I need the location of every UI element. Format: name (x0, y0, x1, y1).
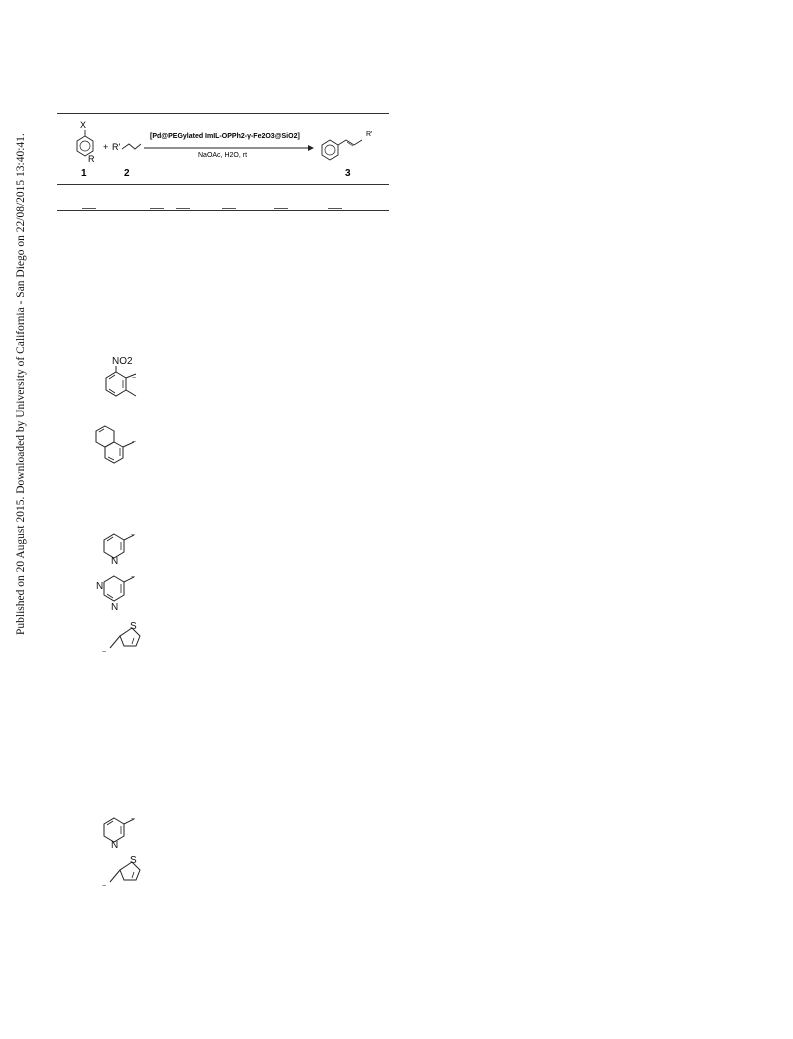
product-substituent-label: R' (366, 131, 373, 138)
substituent-x-label: X (80, 120, 87, 130)
nitro-group-label: NO2 (112, 356, 133, 367)
column-marker (82, 208, 96, 209)
plus-sign: + (103, 142, 109, 152)
nitrogen-label: N (111, 840, 119, 851)
nitrogen-label: N (111, 602, 119, 613)
table-bottom-rule (57, 210, 389, 211)
thienyl-structure (96, 618, 158, 664)
compound-1-label: 1 (81, 168, 87, 179)
svg-text:~: ~ (131, 816, 136, 823)
pyridyl-structure (96, 524, 158, 568)
column-marker (328, 208, 342, 209)
thienyl-structure (96, 852, 158, 898)
pyridyl-structure (96, 808, 158, 852)
compound-2-label: 2 (124, 168, 130, 179)
conditions-label: NaOAc, H2O, rt (198, 152, 248, 159)
svg-text:~: ~ (102, 883, 107, 890)
publication-sidebar: Published on 20 August 2015. Downloaded by University of California - San Diego on 22/08/2015 13:40:41. (15, 133, 27, 635)
table-header-rule (57, 184, 389, 185)
svg-text:~: ~ (131, 574, 136, 581)
svg-text:~: ~ (102, 649, 107, 656)
svg-text:~: ~ (131, 532, 136, 539)
column-marker (176, 208, 190, 209)
column-marker (222, 208, 236, 209)
nitrogen-label: N (111, 556, 119, 567)
pyrimidinyl-structure (94, 568, 156, 616)
sulfur-label: S (130, 855, 137, 866)
column-marker (274, 208, 288, 209)
compound-3-label: 3 (345, 168, 351, 179)
nitrogen-label: N (96, 581, 104, 592)
column-marker (150, 208, 164, 209)
alkene-structure (120, 140, 142, 154)
substituent-r-label: R (88, 154, 95, 164)
table-top-rule (57, 113, 389, 114)
alkene-substituent-label: R' (112, 142, 121, 152)
svg-text:~: ~ (132, 375, 137, 382)
naphthyl-structure (94, 418, 160, 468)
svg-text:~: ~ (132, 439, 137, 446)
nitrotolyl-structure (96, 350, 158, 414)
catalyst-label: [Pd@PEGylated ImIL-OPPh2-γ-Fe2O3@SiO2] (150, 133, 300, 140)
sulfur-label: S (130, 621, 137, 632)
